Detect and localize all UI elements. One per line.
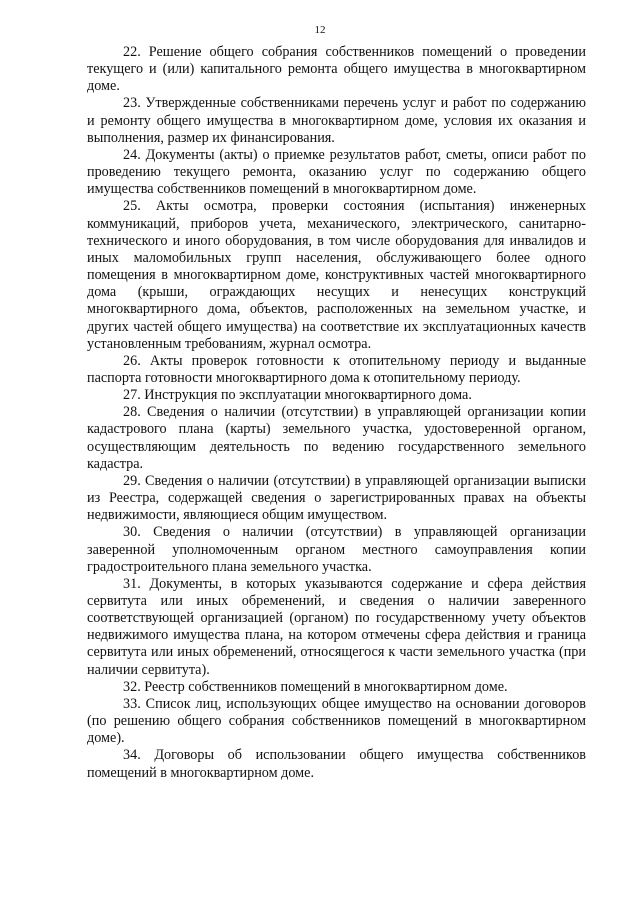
list-item-29: 29. Сведения о наличии (отсутствии) в управляющей организации выписки из Реестра, содержащей сведения о зарегистрированных правах на объекты недвижимости, являющиеся общим имуществом. [87,472,586,524]
list-item-31: 31. Документы, в которых указываются содержание и сфера действия сервитута или иных обременений, и сведения о наличии заверенного соответствующей организацией (органом) по государственному учету объектов недвижимого имущества плана, на котором отмечены сфера действия и граница сервитута или иных обременений, относящегося к части земельного участка (при наличии сервитута). [87,575,586,678]
list-item-26: 26. Акты проверок готовности к отопительному периоду и выданные паспорта готовности многоквартирного дома к отопительному периоду. [87,352,586,386]
list-item-32: 32. Реестр собственников помещений в многоквартирном доме. [123,678,508,695]
list-item-24: 24. Документы (акты) о приемке результатов работ, сметы, описи работ по проведению текущего ремонта, оказанию услуг по содержанию общего имущества собственников помещений в многоквартирном доме. [87,146,586,198]
list-item-30: 30. Сведения о наличии (отсутствии) в управляющей организации заверенной уполномоченным органом местного самоуправления копии градостроительного плана земельного участка. [87,524,586,575]
page-number: 12 [314,24,326,36]
list-item-28: 28. Сведения о наличии (отсутствии) в управляющей организации копии кадастрового плана (карты) земельного участка, удостоверенной органом, осуществляющим деятельность по ведению государственного земельного кадастра. [87,404,586,472]
list-item-22: 22. Решение общего собрания собственников помещений о проведении текущего и (или) капитального ремонта общего имущества в многоквартирном доме. [87,44,586,95]
list-item-34: 34. Договоры об использовании общего имущества собственников помещений в многоквартирном доме. [87,747,586,781]
list-item-25: 25. Акты осмотра, проверки состояния (испытания) инженерных коммуникаций, приборов учета, механического, электрического, санитарно-технического и иного оборудования, в том числе оборудования для инвалидов и иных маломобильных групп населения, обслуживающего более одного помещения в многоквартирном доме, конструктивных частей многоквартирного дома (крыши, ограждающих несущих и ненесущих конструкций многоквартирного дома, объектов, расположенных на земельном участке, и других частей общего имущества) на соответствие их эксплуатационных качеств установленным требованиям, журнал осмотра. [87,198,586,352]
document-body [87,44,586,782]
list-item-27: 27. Инструкция по эксплуатации многоквартирного дома. [123,387,472,404]
list-item-23: 23. Утвержденные собственниками перечень услуг и работ по содержанию и ремонту общего имущества в многоквартирном доме, условия их оказания и выполнения, размер их финансирования. [87,95,586,146]
list-item-33: 33. Список лиц, использующих общее имущество на основании договоров (по решению общего собрания собственников помещений в многоквартирном доме). [87,695,586,747]
